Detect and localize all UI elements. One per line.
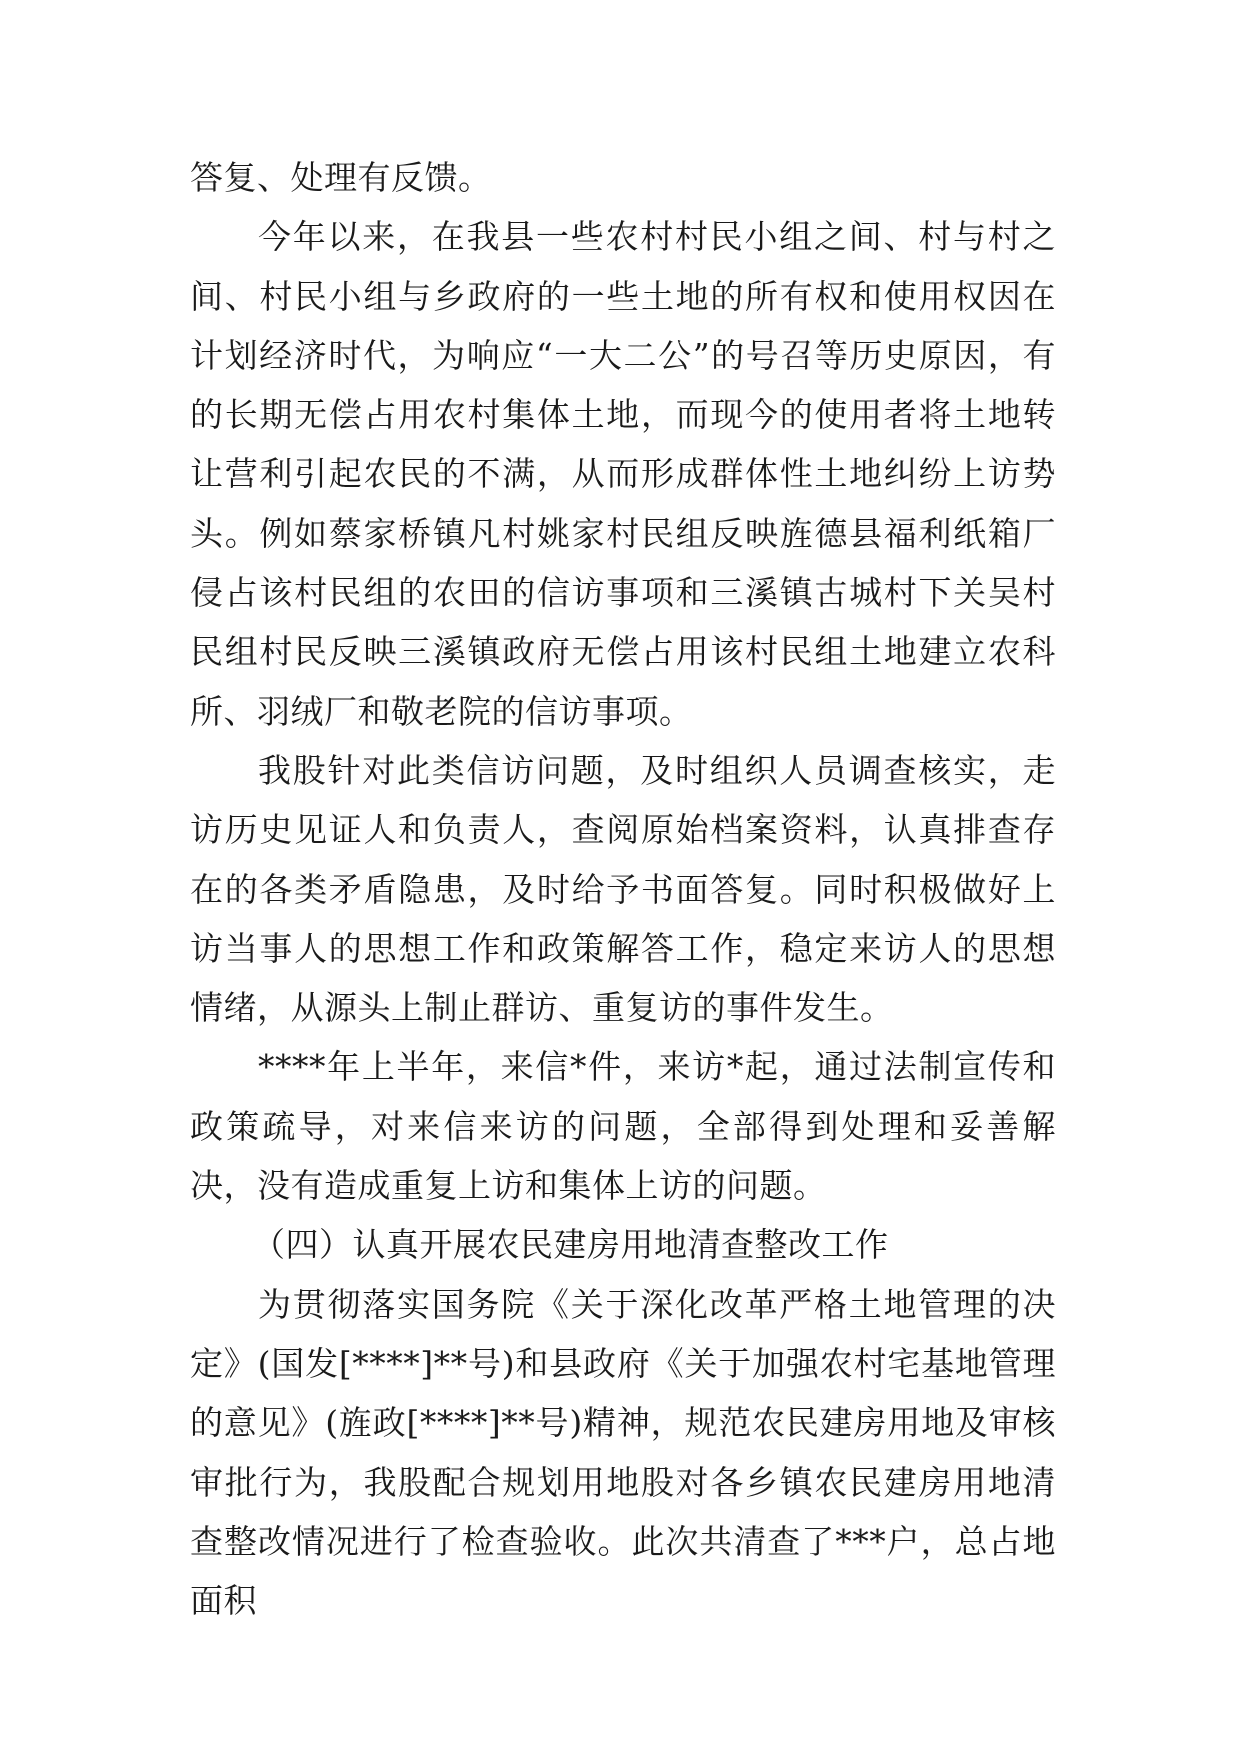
paragraph-investigation: 我股针对此类信访问题，及时组织人员调查核实，走访历史见证人和负责人，查阅原始档案资料，认真排查存在的各类矛盾隐患，及时给予书面答复。同时积极做好上访当事人的思想工作和政策解答工作，稳定来访人的思想情绪，从源头上制止群访、重复访的事件发生。 xyxy=(190,750,1056,1028)
paragraph-land-disputes: 今年以来，在我县一些农村村民小组之间、村与村之间、村民小组与乡政府的一些土地的所有权和使用权因在计划经济时代，为响应“一大二公”的号召等历史原因，有的长期无偿占用农村集体土地，而现今的使用者将土地转让营利引起农民的不满，从而形成群体性土地纠纷上访势头。例如蔡家桥镇凡村姚家村民组反映旌德县福利纸箱厂侵占该村民组的农田的信访事项和三溪镇古城村下关吴村民组村民反映三溪镇政府无偿占用该村民组土地建立农科所、羽绒厂和敬老院的信访事项。 xyxy=(190,217,1056,731)
document-page xyxy=(190,148,1056,1630)
paragraph-petition-stats: ****年上半年，来信*件，来访*起，通过法制宣传和政策疏导，对来信来访的问题，全部得到处理和妥善解决，没有造成重复上访和集体上访的问题。 xyxy=(190,1047,1056,1206)
section-heading-four: （四）认真开展农民建房用地清查整改工作 xyxy=(252,1225,889,1265)
paragraph-feedback: 答复、处理有反馈。 xyxy=(190,158,492,197)
paragraph-housing-land-rectification: 为贯彻落实国务院《关于深化改革严格土地管理的决定》(国发[****]**号)和县政府《关于加强农村宅基地管理的意见》(旌政[****]**号)精神，规范农民建房用地及审核审批行为，我股配合规划用地股对各乡镇农民建房用地清查整改情况进行了检查验收。此次共清查了***户，总占地面积 xyxy=(190,1284,1056,1621)
